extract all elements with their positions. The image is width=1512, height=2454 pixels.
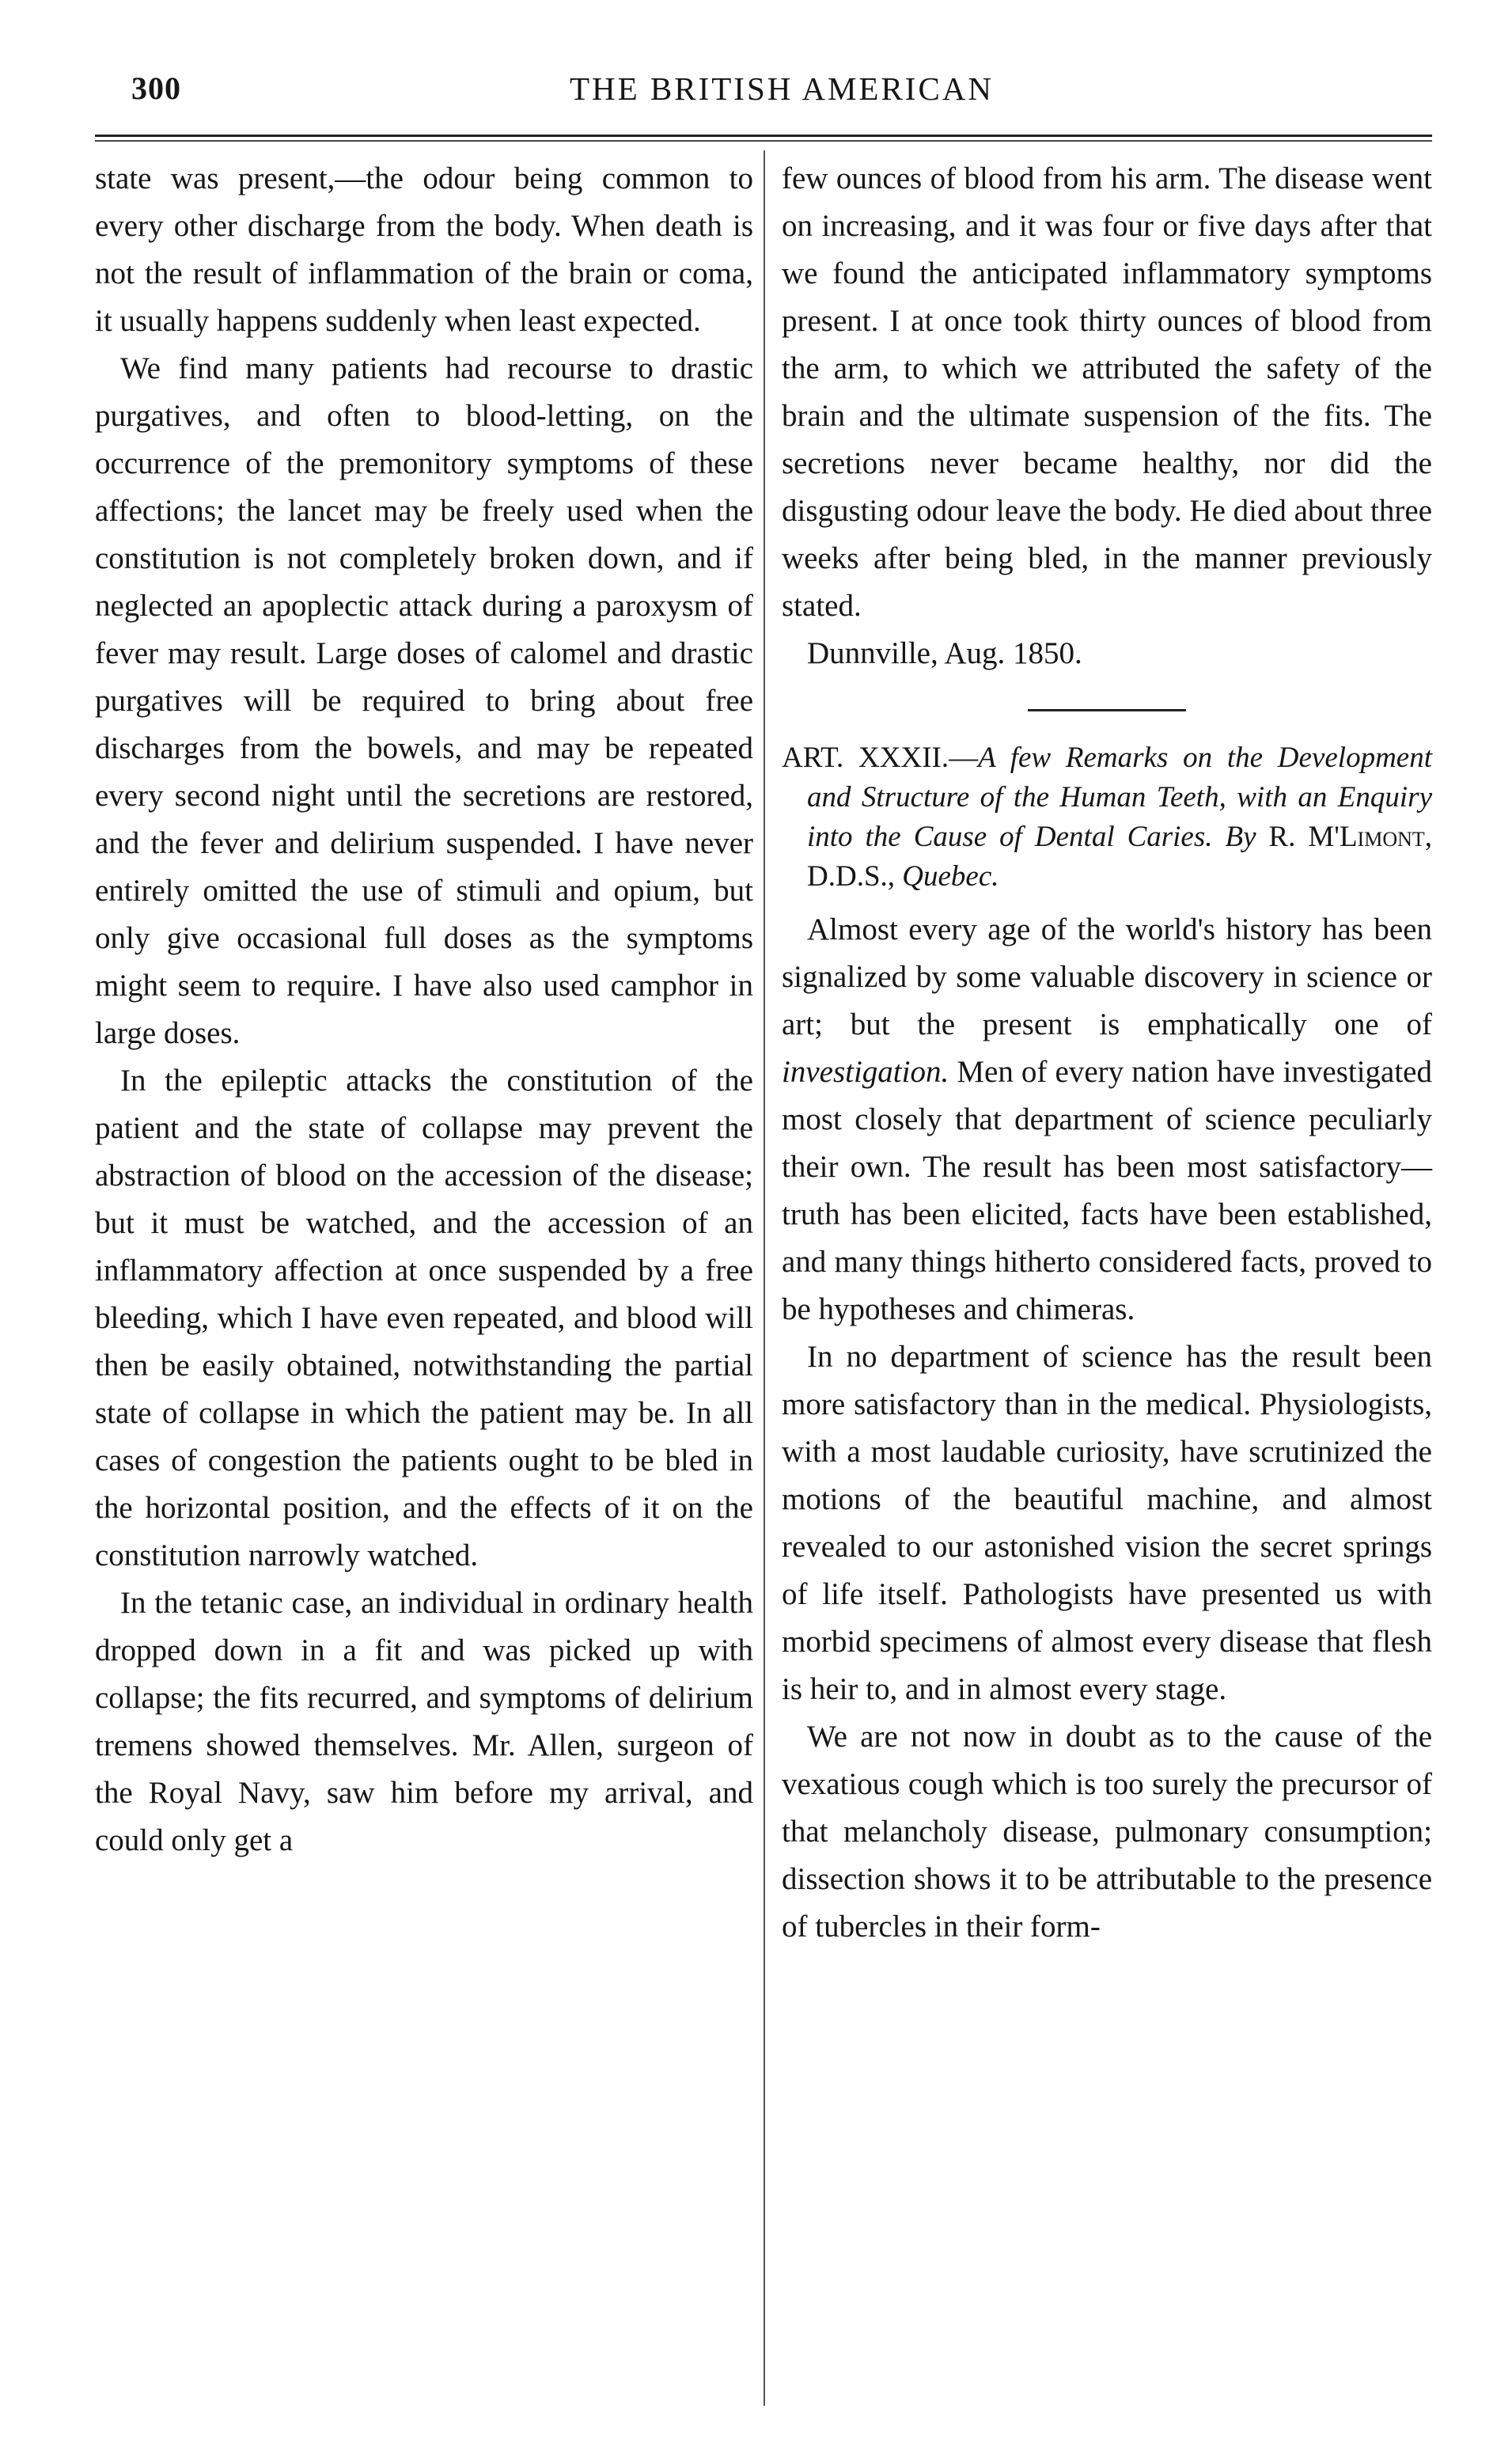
paragraph-text: Almost every age of the world's history has been signalized by some valuable discovery in science or art; but the present is emphatically one of — [782, 912, 1432, 1041]
article-title: A few Remarks on the Development and Structure of the Human Teeth, with an Enquiry into the Cause of Dental Caries. — [807, 742, 1432, 853]
left-column — [95, 155, 753, 1864]
emphasis-text: investigation. — [782, 1055, 949, 1089]
paragraph-text: Men of every nation have investigated most closely that department of science peculiarly their own. The result has been most satisfactory—truth has been elicited, facts have been established, and many things hitherto considered facts, proved to be hypotheses and chimeras. — [782, 1055, 1432, 1326]
running-title: THE BRITISH AMERICAN — [569, 70, 995, 107]
paragraph: In the tetanic case, an individual in ordinary health dropped down in a fit and was picked up with collapse; the fits recurred, and symptoms of delirium tremens showed themselves. Mr. Allen, surgeon of the Royal Navy, saw him before my arrival, and could only get a — [95, 1586, 753, 1857]
column-divider — [764, 150, 765, 2406]
paragraph-continued: few ounces of blood from his arm. The disease went on increasing, and it was four or five days after that we found the anticipated inflammatory symptoms present. I at once took thirty ounces of blood from the arm, to which we attributed the safety of the brain and the ultimate suspension of the fits. The secretions never became healthy, nor did the disgusting odour leave the body. He died about three weeks after being bled, in the manner previously stated. — [782, 161, 1432, 623]
running-header — [131, 70, 1432, 119]
paragraph: We are not now in doubt as to the cause of the vexatious cough which is too surely the precursor of that melancholy disease, pulmonary consumption; dissection shows it to be attributable to the presence of tubercles in their form- — [782, 1720, 1432, 1944]
author-name: Limont — [1339, 821, 1425, 853]
header-rule — [95, 135, 1432, 137]
header-rule-secondary — [95, 140, 1432, 142]
paragraph: In no department of science has the result been more satisfactory than in the medical. Physiologists, with a most laudable curiosity, have scrutinized the motions of the beautiful machine, and almost revealed to our astonished vision the secret springs of life itself. Pathologists have presented us with morbid specimens of almost every disease that flesh is heir to, and in almost every stage. — [782, 1340, 1432, 1706]
byline-by: By — [1225, 821, 1256, 853]
article-number: ART. XXXII.— — [782, 742, 979, 774]
section-rule — [1028, 709, 1186, 711]
paragraph-continued: state was present,—the odour being common to every other discharge from the body. When death is not the result of inflammation of the brain or coma, it usually happens suddenly when least expected. — [95, 161, 753, 338]
paragraph: We find many patients had recourse to drastic purgatives, and often to blood-letting, on the occurrence of the premonitory symptoms of these affections; the lancet may be freely used when the constitution is not completely broken down, and if neglected an apoplectic attack during a paroxysm of fever may result. Large doses of calomel and drastic purgatives will be required to bring about free discharges from the bowels, and may be repeated every second night until the secretions are restored, and the fever and delirium suspended. I have never entirely omitted the use of stimuli and opium, but only give occasional full doses as the symptoms might seem to require. I have also used camphor in large doses. — [95, 351, 753, 1050]
article-heading — [782, 738, 1432, 897]
author-initials: R. M' — [1268, 821, 1340, 853]
author-degree: , D.D.S., — [807, 821, 1432, 893]
right-column — [782, 155, 1432, 1951]
dateline: Dunnville, Aug. 1850. — [807, 636, 1082, 670]
author-place: Quebec. — [902, 860, 999, 893]
page-number: 300 — [131, 70, 181, 106]
paragraph: In the epileptic attacks the constitution of the patient and the state of collapse may prevent the abstraction of blood on the accession of the disease; but it must be watched, and the accession of an inflammatory affection at once suspended by a free bleeding, which I have even repeated, and blood will then be easily obtained, notwithstanding the partial state of collapse in which the patient may be. In all cases of congestion the patients ought to be bled in the horizontal position, and the effects of it on the constitution narrowly watched. — [95, 1064, 753, 1572]
paragraph — [782, 906, 1432, 1333]
